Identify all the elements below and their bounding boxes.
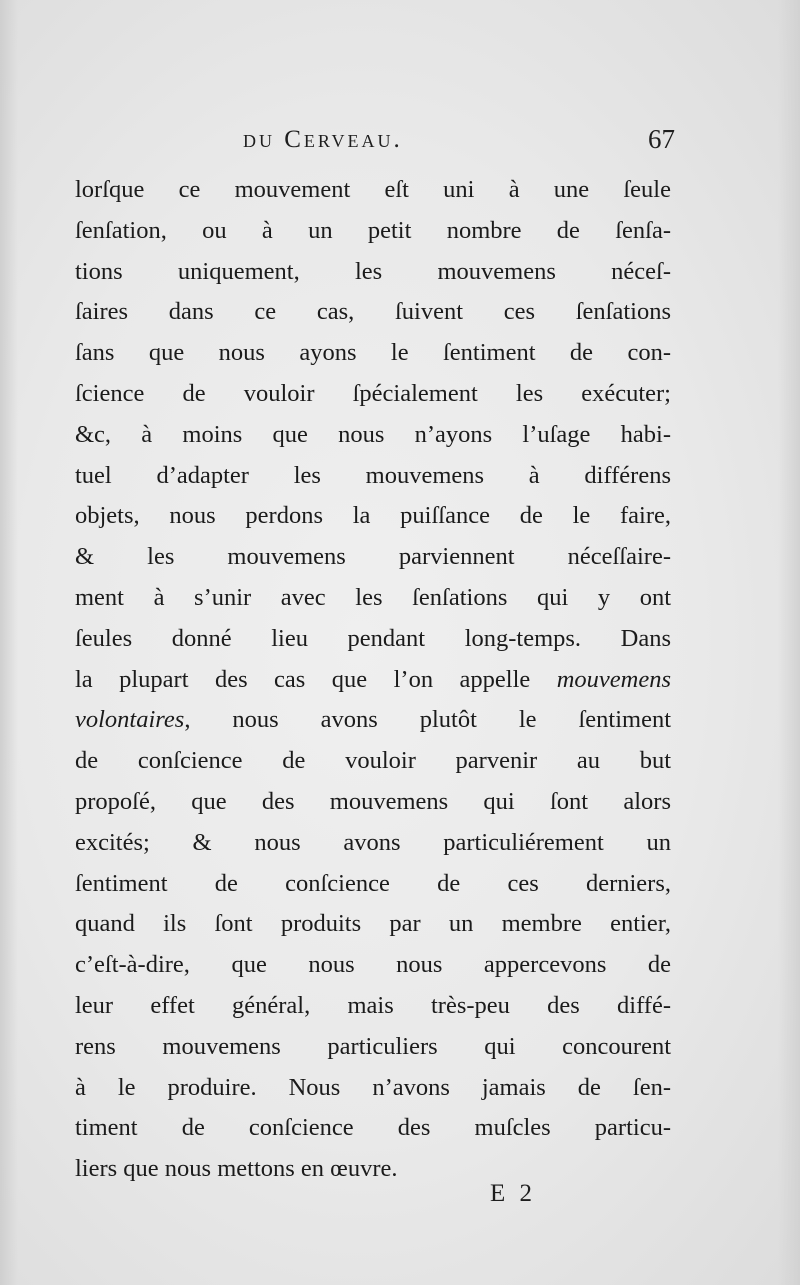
text-line: leur effet général, mais très-peu des diffé- — [75, 991, 671, 1019]
body-text — [75, 170, 671, 1190]
signature-mark: E 2 — [490, 1180, 537, 1207]
text-line: &c, à moins que nous n’ayons l’uſage habi- — [75, 420, 671, 448]
text-line: ſaires dans ce cas, ſuivent ces ſenſations — [75, 298, 671, 326]
left-edge-shadow — [0, 0, 18, 1285]
text-line: ment à s’unir avec les ſenſations qui y ont — [75, 583, 671, 611]
text-line: ſans que nous ayons le ſentiment de con- — [75, 339, 671, 367]
running-head — [75, 120, 675, 164]
text-line — [75, 700, 671, 741]
text-run: la plupart des cas que l’on appelle — [75, 665, 557, 693]
text-line — [75, 660, 671, 701]
text-line: ſentiment de conſcience de ces derniers, — [75, 869, 671, 897]
text-line: & les mouvemens parviennent néceſſaire- — [75, 543, 671, 571]
text-line: rens mouvemens particuliers qui concourent — [75, 1032, 671, 1060]
text-line: propoſé, que des mouvemens qui ſont alors — [75, 787, 671, 815]
text-line: de conſcience de vouloir parvenir au but — [75, 747, 671, 775]
text-line: ſenſation, ou à un petit nombre de ſenſa- — [75, 216, 671, 244]
text-line: lorſque ce mouvement eſt uni à une ſeule — [75, 176, 671, 203]
text-line: tuel d’adapter les mouvemens à différens — [75, 461, 671, 489]
text-line: tions uniquement, les mouvemens néceſ- — [75, 257, 671, 285]
text-line: ſeules donné lieu pendant long-temps. Dans — [75, 624, 671, 652]
text-run: , nous avons plutôt le ſentiment — [184, 706, 671, 734]
page-number: 67 — [648, 124, 675, 154]
text-line: objets, nous perdons la puiſſance de le faire, — [75, 502, 671, 530]
text-line: excités; & nous avons particuliérement un — [75, 828, 671, 856]
text-line: quand ils ſont produits par un membre entier, — [75, 910, 671, 938]
text-line: c’eſt-à-dire, que nous nous appercevons de — [75, 951, 671, 979]
text-line: timent de conſcience des muſcles particu- — [75, 1114, 671, 1142]
right-edge-shadow — [778, 0, 800, 1285]
italic-term: mouvemens — [556, 665, 671, 693]
text-line: liers que nous mettons en œuvre. — [75, 1155, 398, 1183]
text-line: à le produire. Nous n’avons jamais de ſen- — [75, 1073, 671, 1101]
italic-term: volontaires — [75, 706, 185, 734]
running-head-title: du Cerveau. — [243, 126, 403, 153]
text-line: ſcience de vouloir ſpécialement les exécuter; — [75, 379, 671, 407]
